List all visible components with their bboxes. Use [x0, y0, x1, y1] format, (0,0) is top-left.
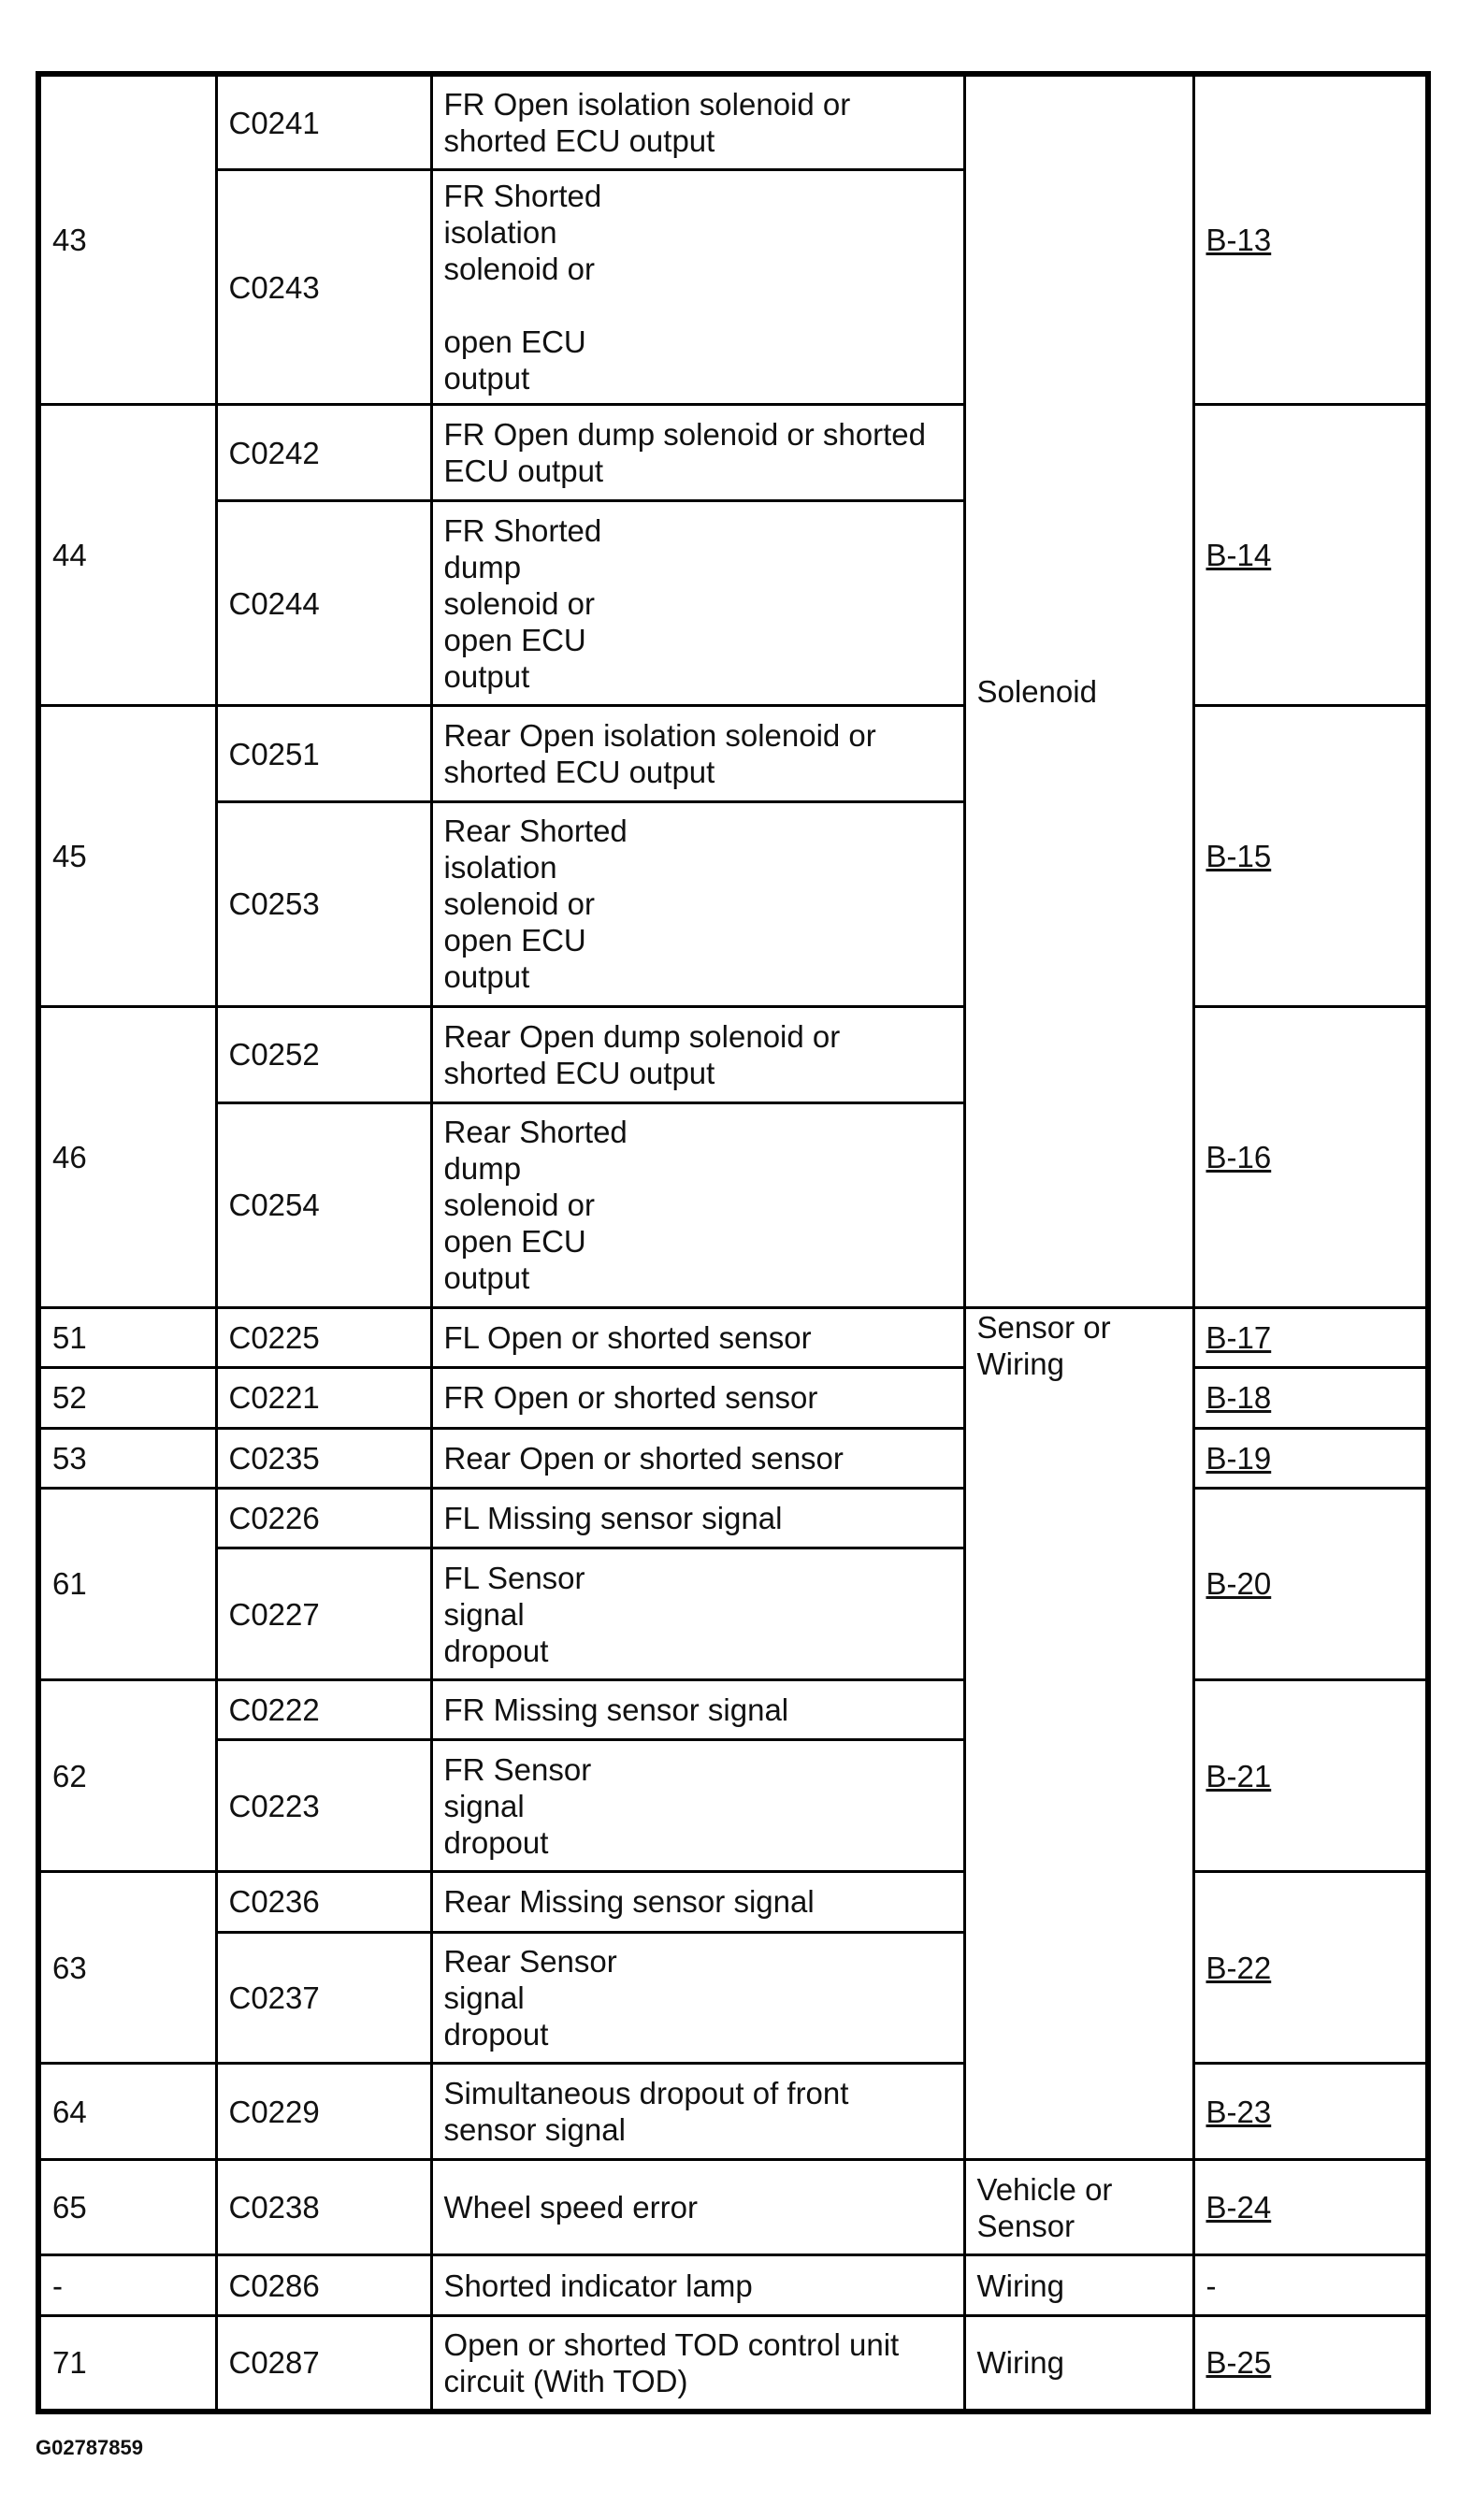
table-row: [38, 2255, 1428, 2315]
dtc-cell: C0222: [216, 1680, 431, 1740]
description-cell: FR Open or shorted sensor: [431, 1368, 964, 1428]
description-cell: FR Missing sensor signal: [431, 1680, 964, 1740]
table-row: [38, 1680, 1428, 1740]
code-cell: 44: [38, 405, 216, 706]
description-cell: Shorted indicator lamp: [431, 2255, 964, 2315]
description-cell: Rear Missing sensor signal: [431, 1872, 964, 1932]
dtc-cell: C0287: [216, 2315, 431, 2412]
reference-link[interactable]: B-14: [1193, 405, 1428, 706]
dtc-cell: C0251: [216, 706, 431, 802]
code-cell: 52: [38, 1368, 216, 1428]
table-row: [38, 1368, 1428, 1428]
code-cell: 64: [38, 2064, 216, 2160]
figure-id: G02787859: [36, 2436, 143, 2459]
description-cell: Rear Sensor signal dropout: [431, 1932, 964, 2064]
reference-link[interactable]: B-19: [1193, 1428, 1428, 1488]
reference-link[interactable]: B-22: [1193, 1872, 1428, 2064]
description-cell: FR Open isolation solenoid or shorted ECU output: [431, 74, 964, 170]
dtc-cell: C0243: [216, 170, 431, 405]
description-cell: FR Open dump solenoid or shorted ECU output: [431, 405, 964, 501]
reference-link[interactable]: B-23: [1193, 2064, 1428, 2160]
code-cell: 65: [38, 2159, 216, 2255]
dtc-cell: C0226: [216, 1488, 431, 1548]
code-cell: 53: [38, 1428, 216, 1488]
table-row: [38, 2159, 1428, 2255]
dtc-cell: C0244: [216, 501, 431, 706]
reference-cell: -: [1193, 2255, 1428, 2315]
description-cell: Rear Shorted dump solenoid or open ECU output: [431, 1102, 964, 1307]
table-row: [38, 1428, 1428, 1488]
dtc-cell: C0236: [216, 1872, 431, 1932]
category-cell-solenoid: Solenoid: [964, 74, 1193, 1307]
code-cell: 45: [38, 706, 216, 1007]
table-row: [38, 405, 1428, 501]
table-row: [38, 1488, 1428, 1548]
description-cell: Simultaneous dropout of front sensor signal: [431, 2064, 964, 2160]
code-cell: 62: [38, 1680, 216, 1872]
reference-link[interactable]: B-13: [1193, 74, 1428, 405]
dtc-cell: C0241: [216, 74, 431, 170]
table-row: [38, 1007, 1428, 1103]
description-cell: FR Shorted dump solenoid or open ECU output: [431, 501, 964, 706]
dtc-cell: C0254: [216, 1102, 431, 1307]
dtc-cell: C0235: [216, 1428, 431, 1488]
dtc-cell: C0225: [216, 1307, 431, 1367]
code-cell: 43: [38, 74, 216, 405]
code-cell: 61: [38, 1488, 216, 1679]
category-cell: Wiring: [964, 2255, 1193, 2315]
dtc-cell: C0252: [216, 1007, 431, 1103]
description-cell: Rear Open or shorted sensor: [431, 1428, 964, 1488]
reference-link[interactable]: B-21: [1193, 1680, 1428, 1872]
table-row: [38, 706, 1428, 802]
category-cell: Vehicle or Sensor: [964, 2159, 1193, 2255]
description-cell: FR Sensor signal dropout: [431, 1740, 964, 1872]
code-cell: -: [38, 2255, 216, 2315]
code-cell: 63: [38, 1872, 216, 2064]
description-cell: Rear Open dump solenoid or shorted ECU output: [431, 1007, 964, 1103]
description-cell: Wheel speed error: [431, 2159, 964, 2255]
dtc-cell: C0253: [216, 801, 431, 1006]
category-cell-sensor-or-wiring: Sensor or Wiring: [964, 1307, 1193, 2159]
dtc-cell: C0238: [216, 2159, 431, 2255]
dtc-cell: C0229: [216, 2064, 431, 2160]
description-cell: FL Missing sensor signal: [431, 1488, 964, 1548]
reference-link[interactable]: B-24: [1193, 2159, 1428, 2255]
code-cell: 46: [38, 1007, 216, 1308]
table-row: [38, 74, 1428, 170]
reference-link[interactable]: B-17: [1193, 1307, 1428, 1367]
table-row: [38, 2315, 1428, 2412]
reference-link[interactable]: B-16: [1193, 1007, 1428, 1308]
dtc-cell: C0286: [216, 2255, 431, 2315]
dtc-cell: C0227: [216, 1548, 431, 1680]
table-row: [38, 2064, 1428, 2160]
reference-link[interactable]: B-15: [1193, 706, 1428, 1007]
description-cell: Rear Shorted isolation solenoid or open ECU output: [431, 801, 964, 1006]
code-cell: 51: [38, 1307, 216, 1367]
description-cell: Open or shorted TOD control unit circuit (With TOD): [431, 2315, 964, 2412]
description-cell: FR Shorted isolation solenoid or open ECU output: [431, 170, 964, 405]
table-row: [38, 1307, 1428, 1367]
description-cell: FL Open or shorted sensor: [431, 1307, 964, 1367]
dtc-table: [36, 71, 1431, 2414]
dtc-cell: C0242: [216, 405, 431, 501]
description-cell: FL Sensor signal dropout: [431, 1548, 964, 1680]
reference-link[interactable]: B-18: [1193, 1368, 1428, 1428]
code-cell: 71: [38, 2315, 216, 2412]
category-cell: Wiring: [964, 2315, 1193, 2412]
description-cell: Rear Open isolation solenoid or shorted ECU output: [431, 706, 964, 802]
reference-link[interactable]: B-20: [1193, 1488, 1428, 1679]
dtc-cell: C0223: [216, 1740, 431, 1872]
reference-link[interactable]: B-25: [1193, 2315, 1428, 2412]
dtc-cell: C0237: [216, 1932, 431, 2064]
dtc-cell: C0221: [216, 1368, 431, 1428]
table-row: [38, 1872, 1428, 1932]
